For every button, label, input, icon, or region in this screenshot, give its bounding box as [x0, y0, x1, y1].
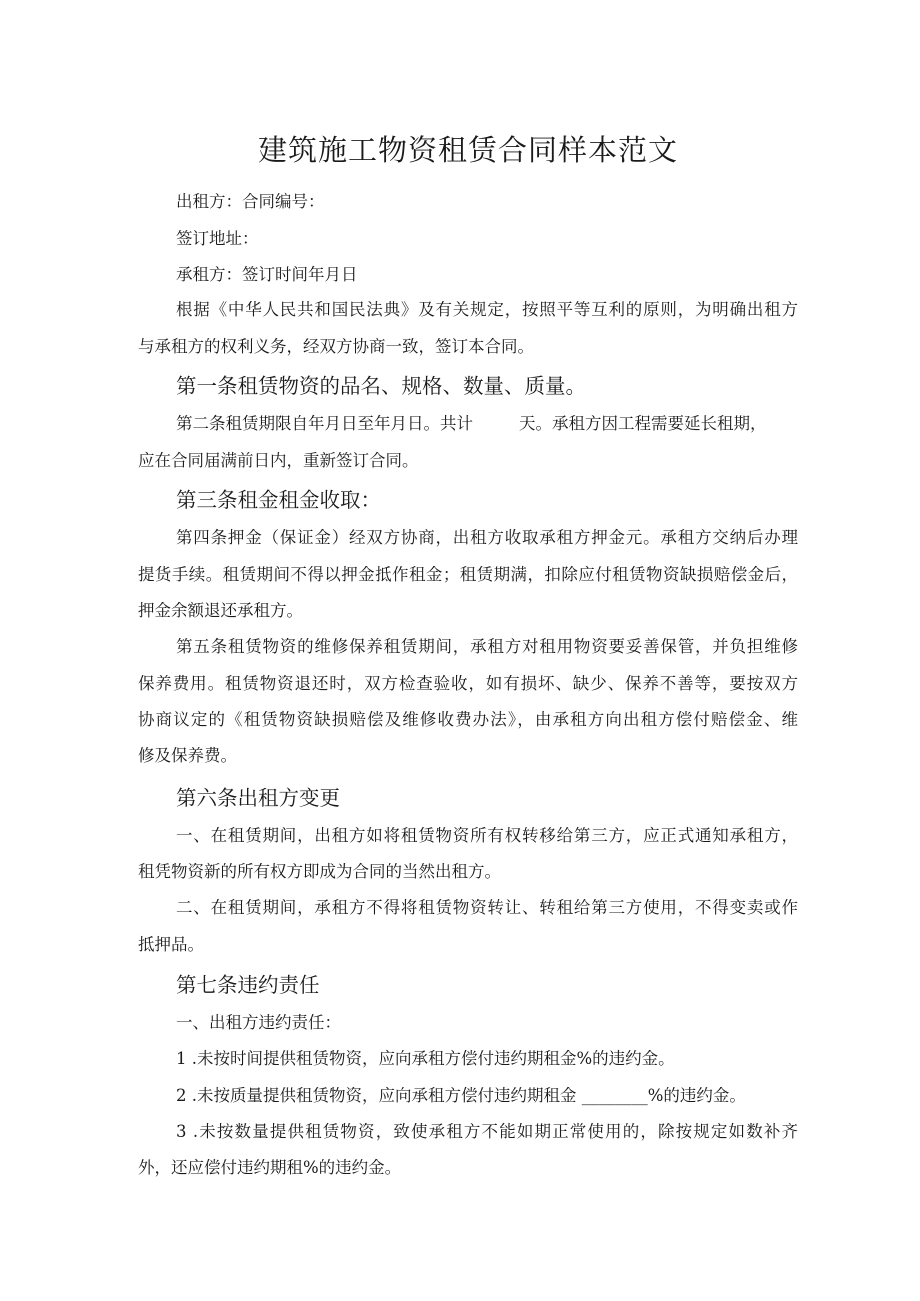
article-6-item-2-line-2: 抵押品。 [138, 935, 204, 954]
article-2-line-1-part-a: 第二条租赁期限自年月日至年月日。共计 [176, 414, 473, 433]
article-7-sub-1: 一、出租方违约责任： [176, 1013, 341, 1032]
article-7-item-3-line-1: 3 .未按数量提供租赁物资，致使承租方不能如期正常使用的，除按规定如数补齐 [176, 1122, 798, 1141]
article-3-heading: 第三条租金租金收取： [176, 488, 381, 512]
article-2-line-1 [176, 414, 767, 434]
article-7-heading: 第七条违约责任 [176, 973, 320, 997]
article-6-heading: 第六条出租方变更 [176, 786, 340, 810]
article-6-item-1-line-2: 租凭物资新的所有权方即成为合同的当然出租方。 [138, 862, 501, 881]
article-2-line-2: 应在合同届满前日内，重新签订合同。 [138, 451, 419, 470]
intro-line-2: 与承租方的权利义务，经双方协商一致，签订本合同。 [138, 337, 534, 356]
article-5-line-1: 第五条租赁物资的维修保养租赁期间，承租方对租用物资要妥善保管，并负担维修 [176, 637, 798, 656]
article-5-line-4: 修及保养费。 [138, 746, 237, 765]
article-7-item-1: 1 .未按时间提供租赁物资，应向承租方偿付违约期租金%的违约金。 [176, 1049, 675, 1068]
sign-place-line: 签订地址： [176, 229, 259, 248]
lessor-line: 出租方：合同编号： [176, 192, 325, 211]
article-7-item-2: 2 .未按质量提供租赁物资，应向承租方偿付违约期租金 ________%的违约金。 [176, 1086, 746, 1105]
article-5-line-2: 保养费用。租赁物资退还时，双方检查验收，如有损坏、缺少、保养不善等，要按双方 [138, 674, 798, 693]
article-7-item-3-line-2: 外，还应偿付违约期租%的违约金。 [138, 1158, 402, 1177]
article-2-line-1-part-b: 天。承租方因工程需要延长租期， [519, 414, 767, 433]
article-4-line-1: 第四条押金（保证金）经双方协商，出租方收取承租方押金元。承租方交纳后办理 [176, 528, 798, 547]
article-4-line-3: 押金余额退还承租方。 [138, 601, 303, 620]
article-5-line-3: 协商议定的《租赁物资缺损赔偿及维修收费办法》，由承租方向出租方偿付赔偿金、维 [138, 710, 798, 729]
article-4-line-2: 提货手续。租赁期间不得以押金抵作租金；租赁期满，扣除应付租赁物资缺损赔偿金后， [138, 565, 798, 584]
article-6-item-2-line-1: 二、在租赁期间，承租方不得将租赁物资转让、转租给第三方使用，不得变卖或作 [176, 898, 798, 917]
intro-line-1: 根据《中华人民共和国民法典》及有关规定，按照平等互利的原则，为明确出租方 [176, 300, 798, 319]
article-1-heading: 第一条租赁物资的品名、规格、数量、质量。 [176, 374, 586, 398]
lessee-line: 承租方：签订时间年月日 [176, 265, 358, 284]
article-6-item-1-line-1: 一、在租赁期间，出租方如将租赁物资所有权转移给第三方，应正式通知承租方， [176, 826, 798, 845]
document-title: 建筑施工物资租赁合同样本范文 [257, 133, 678, 167]
